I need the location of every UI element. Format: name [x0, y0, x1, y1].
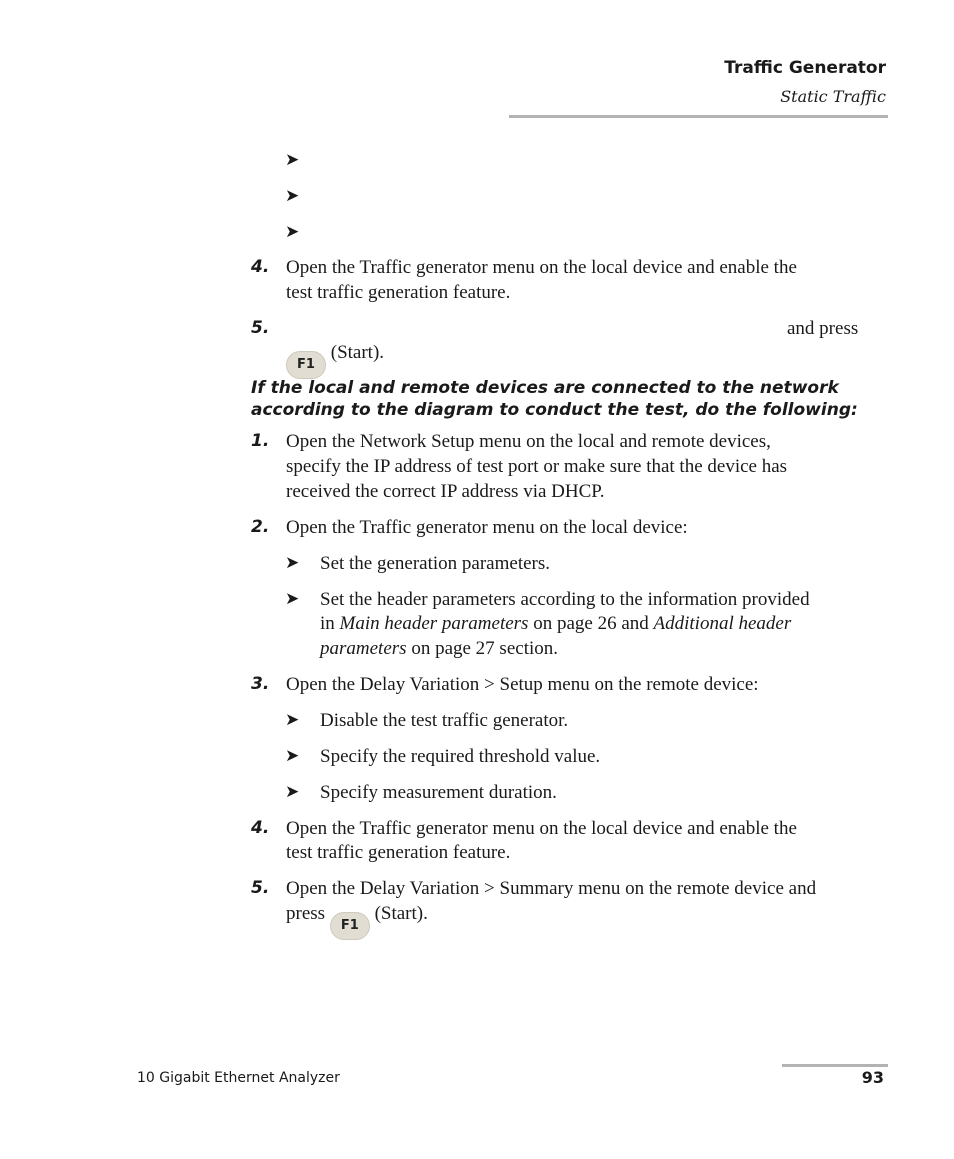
step-number: 4.: [251, 818, 270, 838]
bullet-arrow-icon: ➤: [285, 553, 300, 573]
bullet-arrow-icon: ➤: [285, 589, 300, 609]
bullet-arrow-icon: ➤: [285, 746, 300, 766]
cross-reference-additional-header[interactable]: parameters: [320, 638, 407, 659]
section-heading: If the local and remote devices are connected to the network according to the diagram to conduct the test, do the following:: [251, 378, 858, 420]
step-text: [286, 901, 428, 940]
running-header-subtitle: Static Traffic: [780, 87, 886, 106]
bullet-text: Specify measurement duration.: [320, 782, 557, 803]
step-text: Open the Delay Variation > Setup menu on the remote device:: [286, 674, 759, 695]
bullet-arrow-icon: ➤: [285, 782, 300, 802]
running-header-title: Traffic Generator: [724, 58, 886, 78]
bullet-arrow-icon: ➤: [285, 710, 300, 730]
bullet-text: Set the header parameters according to the information provided: [320, 589, 810, 610]
step-text: Open the Delay Variation > Summary menu on the remote device and: [286, 878, 817, 899]
bullet-arrow-icon: ➤: [285, 222, 300, 242]
step-text: Open the Traffic generator menu on the local device:: [286, 517, 688, 538]
text-segment: on page 27 section.: [411, 638, 558, 659]
cross-reference-additional-header[interactable]: Additional header: [653, 613, 792, 634]
step-text-after: (Start).: [330, 342, 385, 363]
step-text: Open the Traffic generator menu on the local device and enable the: [286, 257, 797, 278]
step-text: [286, 340, 384, 379]
bullet-text: Set the generation parameters.: [320, 553, 551, 574]
step-number: 4.: [251, 257, 270, 277]
text-segment: in: [320, 613, 335, 634]
step-number: 5.: [251, 318, 270, 338]
step-text: received the correct IP address via DHCP.: [286, 481, 605, 502]
step-text: test traffic generation feature.: [286, 842, 511, 863]
step-text: specify the IP address of test port or make sure that the device has: [286, 456, 788, 477]
bullet-text: Specify the required threshold value.: [320, 746, 601, 767]
step-number: 5.: [251, 878, 270, 898]
footer-rule: [782, 1064, 888, 1067]
step-text: test traffic generation feature.: [286, 282, 511, 303]
step-number: 3.: [251, 674, 270, 694]
step-number: 1.: [251, 431, 270, 451]
step-text: Open the Traffic generator menu on the local device and enable the: [286, 818, 797, 839]
bullet-text: [320, 636, 558, 661]
step-number: 2.: [251, 517, 270, 537]
bullet-text: Disable the test traffic generator.: [320, 710, 569, 731]
bullet-arrow-icon: ➤: [285, 150, 300, 170]
footer-product-name: 10 Gigabit Ethernet Analyzer: [137, 1070, 340, 1086]
bullet-arrow-icon: ➤: [285, 186, 300, 206]
cross-reference-main-header[interactable]: Main header parameters: [339, 613, 529, 634]
bullet-text: [320, 611, 791, 636]
step-text: Open the Network Setup menu on the local and remote devices,: [286, 431, 771, 452]
text-segment: press: [286, 903, 326, 924]
step-text: and press: [787, 318, 859, 339]
f1-key-icon: F1: [286, 351, 326, 379]
f1-key-icon: F1: [330, 912, 370, 940]
header-rule: [509, 115, 888, 118]
text-segment: (Start).: [374, 903, 428, 924]
page-number: 93: [861, 1068, 884, 1087]
text-segment: on page 26 and: [533, 613, 649, 634]
